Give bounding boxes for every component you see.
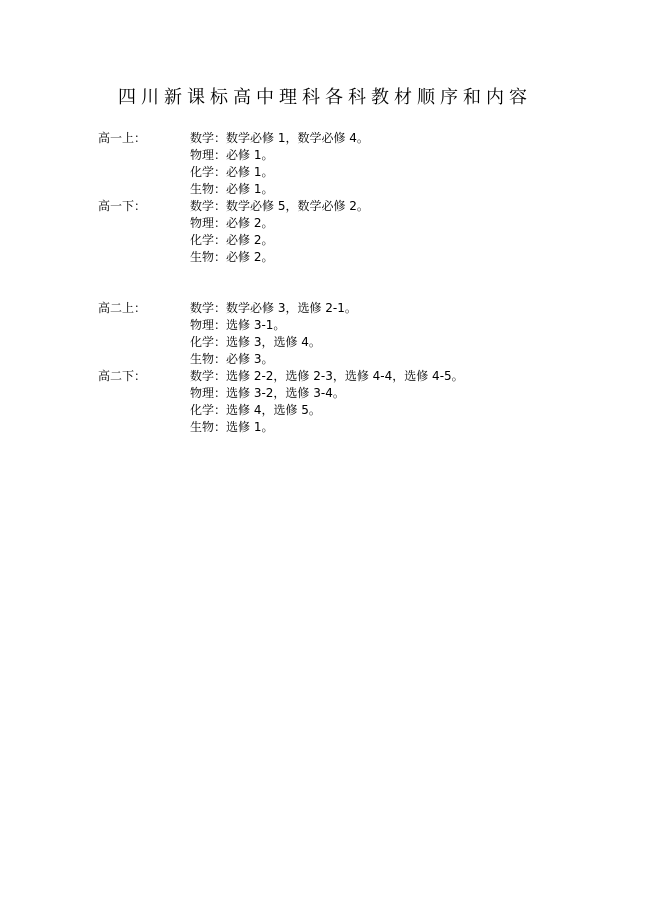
- subject-line-math: 数学：选修 2-2，选修 2-3，选修 4-4，选修 4-5。: [190, 369, 464, 383]
- subject-line-chemistry: 化学：必修 1。: [190, 165, 274, 179]
- subject-line-biology: 生物：必修 1。: [190, 182, 274, 196]
- subject-list: [190, 198, 618, 266]
- curriculum-list: [98, 130, 618, 436]
- term-section-grade11-second: [98, 368, 618, 436]
- page-title: 四川新课标高中理科各科教材顺序和内容: [118, 87, 532, 108]
- subject-line-chemistry: 化学：必修 2。: [190, 233, 274, 247]
- subject-list: [190, 300, 618, 368]
- term-label: 高一下：: [98, 199, 147, 213]
- subject-line-physics: 物理：选修 3-1。: [190, 318, 286, 332]
- term-label: 高二上：: [98, 301, 147, 315]
- term-section-grade11-first: [98, 300, 618, 368]
- subject-list: [190, 368, 618, 436]
- subject-line-math: 数学：数学必修 1，数学必修 4。: [190, 131, 369, 145]
- term-label: 高二下：: [98, 369, 147, 383]
- subject-list: [190, 130, 618, 198]
- subject-line-physics: 物理：选修 3-2，选修 3-4。: [190, 386, 345, 400]
- subject-line-physics: 物理：必修 1。: [190, 148, 274, 162]
- subject-line-biology: 生物：必修 2。: [190, 250, 274, 264]
- subject-line-math: 数学：数学必修 3，选修 2-1。: [190, 301, 357, 315]
- subject-line-biology: 生物：必修 3。: [190, 352, 274, 366]
- subject-line-physics: 物理：必修 2。: [190, 216, 274, 230]
- subject-line-chemistry: 化学：选修 4，选修 5。: [190, 403, 321, 417]
- term-section-grade10-second: [98, 198, 618, 266]
- subject-line-biology: 生物：选修 1。: [190, 420, 274, 434]
- subject-line-chemistry: 化学：选修 3，选修 4。: [190, 335, 321, 349]
- subject-line-math: 数学：数学必修 5，数学必修 2。: [190, 199, 369, 213]
- term-section-grade10-first: [98, 130, 618, 198]
- term-label: 高一上：: [98, 131, 147, 145]
